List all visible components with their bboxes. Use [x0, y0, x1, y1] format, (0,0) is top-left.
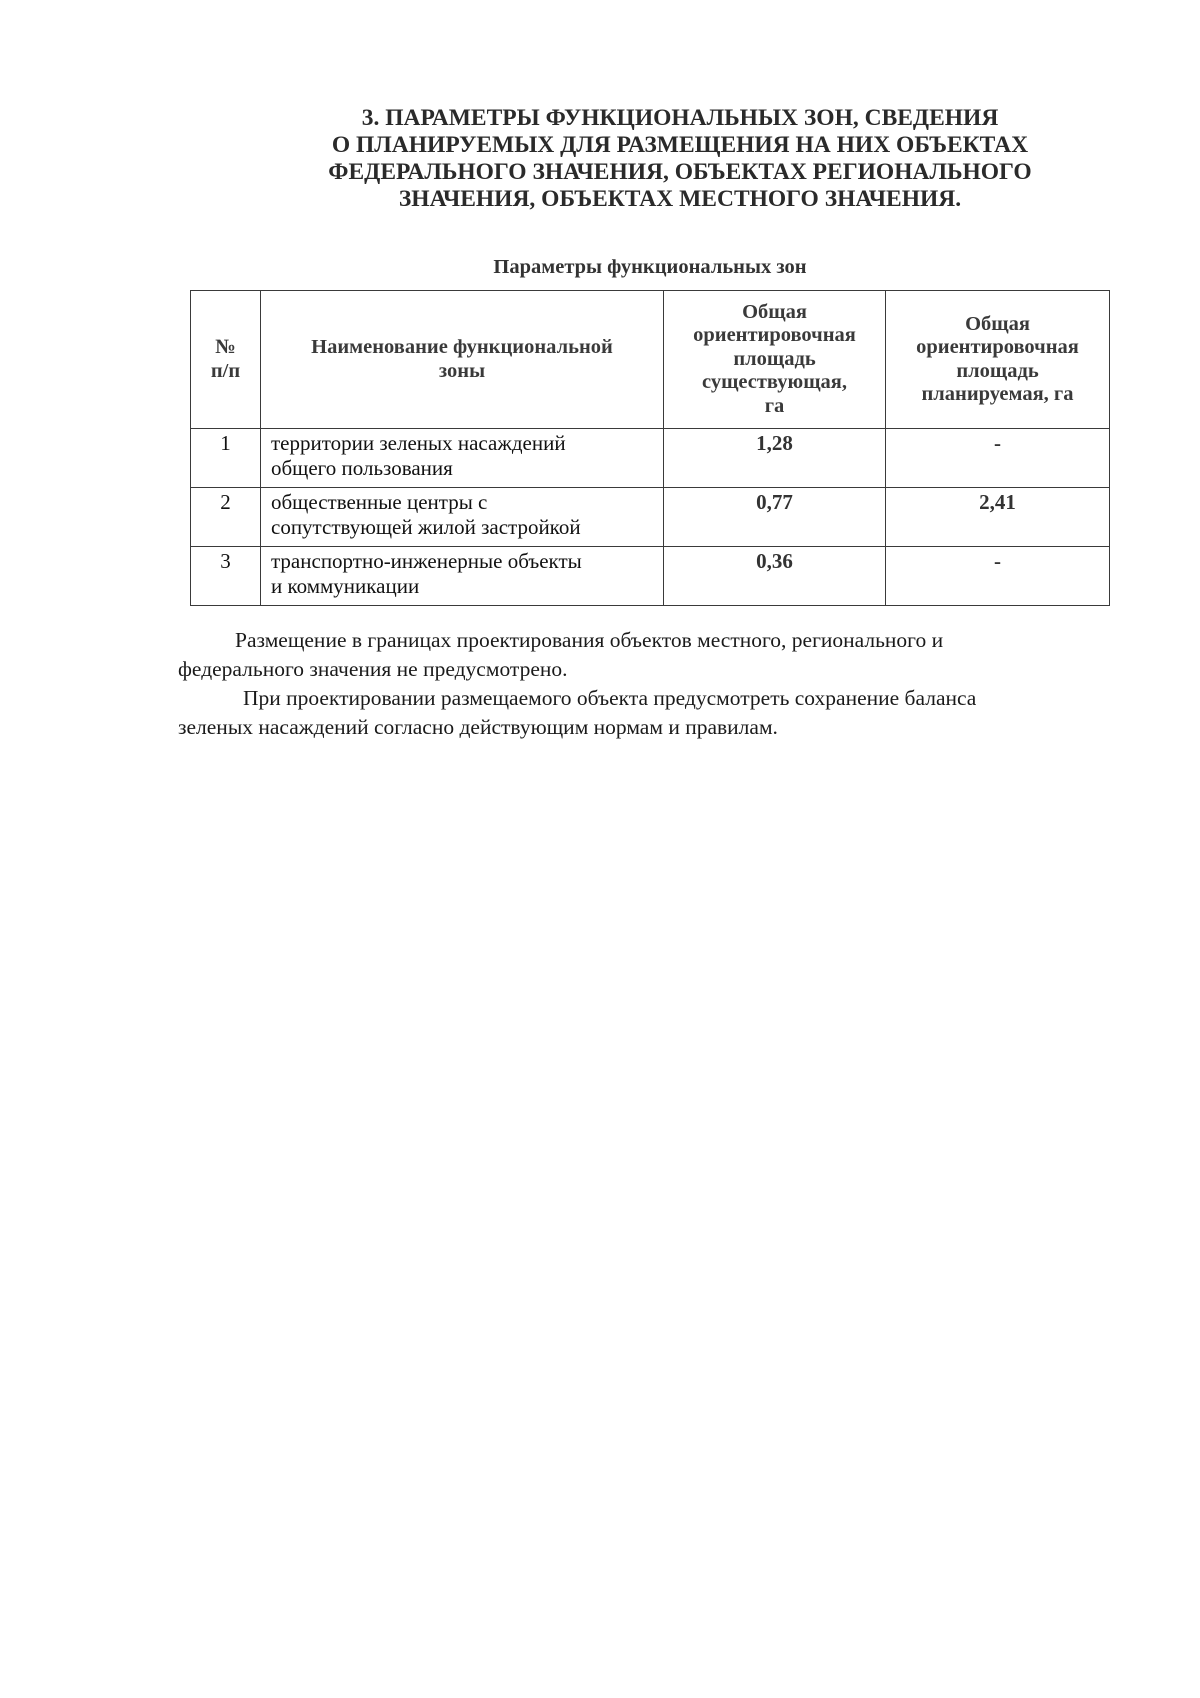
- header-existing-area: [664, 291, 886, 429]
- zone-name-line: общего пользования: [271, 456, 453, 480]
- header-number: [191, 291, 261, 429]
- header-text: га: [764, 394, 785, 417]
- heading-line: ЗНАЧЕНИЯ, ОБЪЕКТАХ МЕСТНОГО ЗНАЧЕНИЯ.: [398, 186, 962, 212]
- heading-line: ФЕДЕРАЛЬНОГО ЗНАЧЕНИЯ, ОБЪЕКТАХ РЕГИОНАЛЬНОГО: [328, 159, 1032, 185]
- header-text: Общая: [742, 300, 807, 323]
- header-text: Наименование функциональной: [311, 336, 613, 358]
- heading-line: О ПЛАНИРУЕМЫХ ДЛЯ РАЗМЕЩЕНИЯ НА НИХ ОБЪЕКТАХ: [331, 132, 1029, 158]
- header-text: площадь: [956, 359, 1039, 382]
- row-number: 3: [191, 547, 261, 606]
- header-text: ориентировочная: [693, 324, 856, 347]
- header-text: планируемая, га: [921, 383, 1074, 405]
- header-text: зоны: [438, 359, 486, 382]
- planned-area-value: 2,41: [886, 488, 1110, 547]
- heading-line: 3. ПАРАМЕТРЫ ФУНКЦИОНАЛЬНЫХ ЗОН, СВЕДЕНИЯ: [361, 105, 999, 131]
- header-text: Общая: [965, 312, 1030, 335]
- section-heading: [250, 105, 1110, 213]
- green-balance-paragraph: [178, 684, 1108, 742]
- zone-name: [261, 429, 664, 488]
- zone-name: [261, 547, 664, 606]
- zone-name-line: общественные центры с: [271, 490, 488, 514]
- row-number: 2: [191, 488, 261, 547]
- zone-name-line: территории зеленых насаждений: [271, 431, 566, 455]
- header-text: ориентировочная: [916, 336, 1079, 358]
- paragraph-line: При проектировании размещаемого объекта предусмотреть сохранение баланса: [243, 686, 977, 710]
- planned-area-value: -: [886, 547, 1110, 606]
- zone-name-line: сопутствующей жилой застройкой: [271, 515, 581, 539]
- header-text: п/п: [210, 359, 241, 382]
- header-text: площадь: [733, 347, 816, 370]
- existing-area-value: 0,36: [664, 547, 886, 606]
- header-text: №: [215, 336, 236, 358]
- table-header-row: [191, 291, 1110, 429]
- zone-name-line: транспортно-инженерные объекты: [271, 549, 582, 573]
- header-planned-area: [886, 291, 1110, 429]
- table-caption: Параметры функциональных зон: [493, 256, 807, 278]
- existing-area-value: 1,28: [664, 429, 886, 488]
- functional-zones-table: [190, 290, 1110, 606]
- placement-paragraph: [178, 626, 1108, 684]
- paragraph-line: зеленых насаждений согласно действующим нормам и правилам.: [178, 715, 778, 739]
- row-number: 1: [191, 429, 261, 488]
- table-row: [191, 429, 1110, 488]
- zone-name: [261, 488, 664, 547]
- table-row: [191, 547, 1110, 606]
- paragraph-line: федерального значения не предусмотрено.: [178, 657, 568, 681]
- planned-area-value: -: [886, 429, 1110, 488]
- existing-area-value: 0,77: [664, 488, 886, 547]
- header-text: существующая,: [702, 371, 847, 394]
- table-row: [191, 488, 1110, 547]
- header-zone-name: [261, 291, 664, 429]
- paragraph-line: Размещение в границах проектирования объектов местного, регионального и: [235, 628, 944, 652]
- zone-name-line: и коммуникации: [271, 574, 420, 598]
